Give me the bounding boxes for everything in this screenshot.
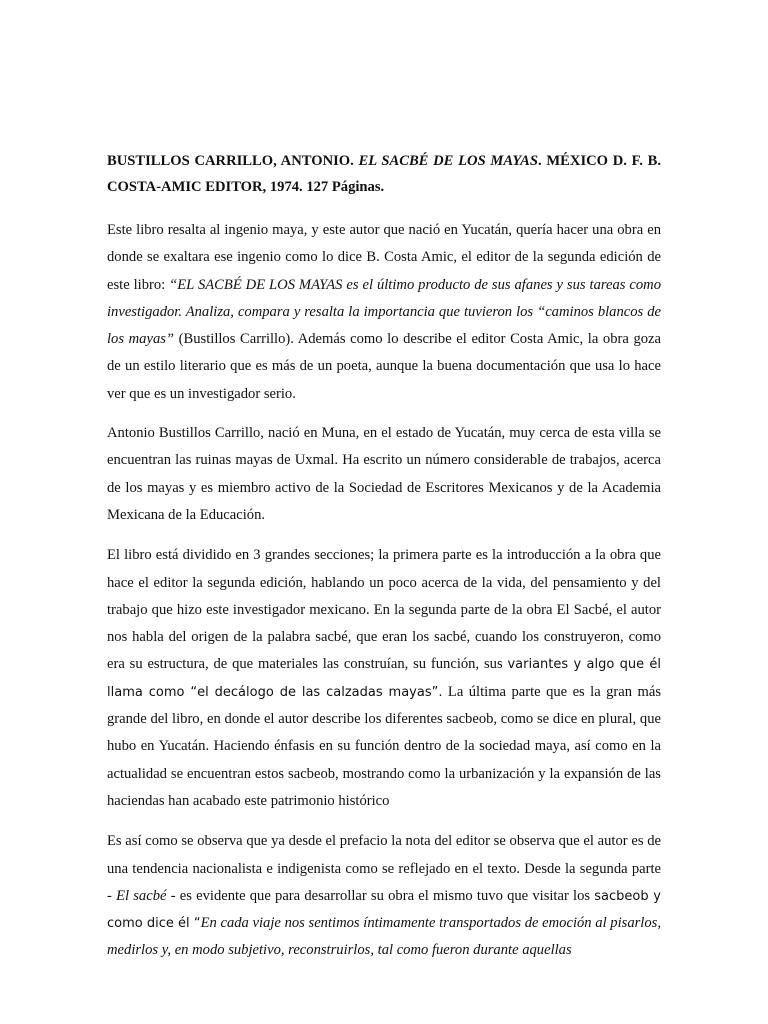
document-body <box>107 148 661 965</box>
heading-author: BUSTILLOS CARRILLO, ANTONIO. <box>107 153 359 169</box>
paragraph-1-quote: “EL SACBÉ DE LOS MAYAS es el último producto de sus afanes y sus tareas como investigador. Analiza, compara y resalta la importancia que tuvieron los “caminos blancos de los mayas” <box>107 276 661 348</box>
paragraph-introduction <box>107 217 661 408</box>
paragraph-author-bio: Antonio Bustillos Carrillo, nació en Muna, en el estado de Yucatán, muy cerca de esta villa se encuentran las ruinas mayas de Uxmal. Ha escrito un número considerable de trabajos, acerca de los mayas y es miembro activo de la Sociedad de Escritores Mexicanos y de la Academia Mexicana de la Educación. <box>107 425 661 523</box>
paragraph-3-part-1: El libro está dividido en 3 grandes secciones; la primera parte es la introducción a la obra que hace el editor la segunda edición, hablando un poco acerca de la vida, del pensamiento y del trabajo que hizo este investigador mexicano. En la segunda parte de la obra El Sacbé, el autor nos habla del origen de la palabra sacbé, que eran los sacbé, cuando los construyeron, como era su estructura, de que materiales las construían, su función, sus <box>107 547 661 673</box>
paragraph-1-intro: Este libro resalta al ingenio maya, y este autor que nació en Yucatán, quería hacer una obra en donde se exaltara ese ingenio como lo dice B. Costa Amic, el editor de la segunda edición de este libro: <box>107 222 661 293</box>
heading-book-title: EL SACBÉ DE LOS MAYAS <box>358 153 539 169</box>
paragraph-4-italic-title: El sacbé <box>116 887 167 904</box>
paragraph-3-part-3: La última parte que es la gran más grande del libro, en donde el autor describe los diferentes sacbeob, como se dice en plural, que hubo en Yucatán. Haciendo énfasis en su función dentro de la sociedad maya, así como en la actualidad se encuentran estos sacbeob, mostrando como la urbanización y la expansión de las haciendas han acabado este patrimonio histórico <box>107 683 662 809</box>
paragraph-analysis <box>107 828 661 964</box>
paragraph-1-rest: (Bustillos Carrillo). Además como lo describe el editor Costa Amic, la obra goza de un estilo literario que es más de un poeta, aunque la buena documentación que usa lo hace ver que es un investigador serio. <box>107 331 661 402</box>
bibliographic-heading <box>107 148 661 200</box>
paragraph-4-part-1: Es así como se observa que ya desde el prefacio la nota del editor se observa que el autor es de una tendencia nacionalista e indigenista como se reflejado en el texto. Desde la segunda parte - <box>107 833 661 904</box>
paragraph-4-part-3: sacbeob y como dice él “ <box>107 888 662 932</box>
paragraph-4-part-2: - es evidente que para desarrollar su obra el mismo tuvo que visitar los <box>166 887 595 904</box>
paragraph-3-part-2: variantes y algo que él llama como “el decálogo de las calzadas mayas”. <box>107 657 662 700</box>
paragraph-4-quote: En cada viaje nos sentimos íntimamente transportados de emoción al pisarlos, medirlos y, en modo subjetivo, reconstruirlos, tal como fueron durante aquellas <box>107 915 661 959</box>
paragraph-book-structure <box>107 542 661 815</box>
heading-publication: . MÉXICO D. F. B. COSTA-AMIC EDITOR, 1974. 127 Páginas. <box>107 153 661 195</box>
